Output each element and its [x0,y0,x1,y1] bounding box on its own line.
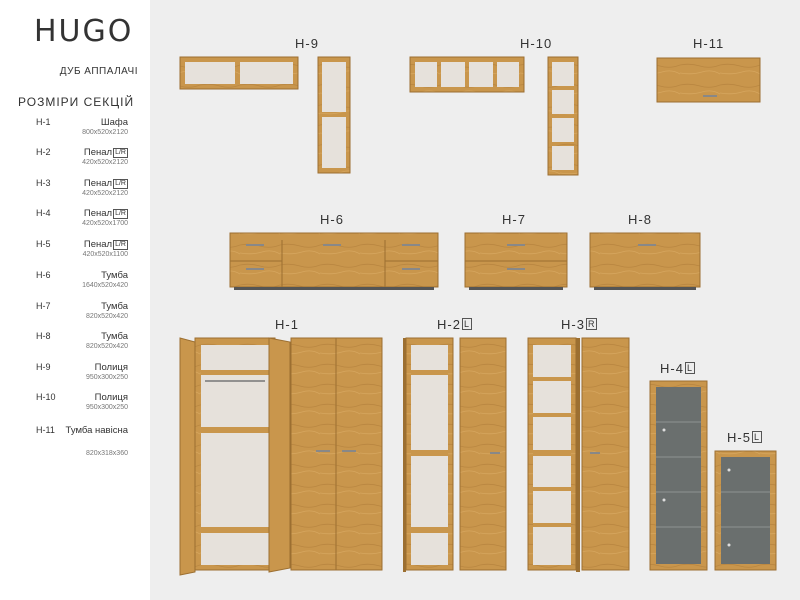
spec-name: Полиця [94,392,128,403]
spec-dimensions: 420x520x1700 [82,220,128,227]
label-h7: H-7 [502,212,526,227]
module-h3-closed [582,338,629,570]
label-h8: H-8 [628,212,652,227]
section-title: РОЗМІРИ СЕКЦІЙ [18,95,135,109]
side-badge: L/R [115,241,126,248]
spec-name: Пенал L/R [83,178,126,189]
spec-code: H-4 [36,208,51,218]
module-h3-open [528,338,580,572]
spec-dimensions: 950x300x250 [85,404,128,411]
spec-dimensions: 1640x520x420 [82,282,128,289]
label-h4: H-4 L [660,361,693,376]
spec-dimensions: 950x300x250 [85,374,128,381]
module-h5 [715,451,776,570]
spec-dimensions: 820x520x420 [85,313,128,320]
label-h2: H-2 L [437,317,470,332]
spec-dimensions: 800x520x2120 [82,129,128,136]
label-h3: H-3 R [561,317,596,332]
module-h1-open [180,338,290,575]
module-h6 [230,233,438,290]
spec-dimensions: 420x520x2120 [82,190,128,197]
spec-name: Пенал L/R [83,147,126,158]
furniture-drawing [150,0,800,600]
spec-code: H-10 [36,392,56,402]
spec-code: H-8 [36,331,51,341]
spec-dimensions: 820x520x420 [85,343,128,350]
label-h1: H-1 [275,317,299,332]
label-h6: H-6 [320,212,344,227]
module-h10 [410,57,578,175]
label-h5: H-5 L [727,430,760,445]
side-badge: L/R [115,210,126,217]
module-h2-closed [460,338,506,570]
furniture-stage [150,0,800,600]
spec-code: H-9 [36,362,51,372]
spec-dimensions: 420x520x1100 [82,251,128,258]
side-badge: L/R [115,180,126,187]
spec-name: Тумба навісна [65,425,128,436]
brand-title: HUGO [34,14,134,49]
module-h8 [590,233,700,290]
spec-code: H-1 [36,117,51,127]
module-h2-open [403,338,453,572]
spec-code: H-11 [36,425,55,435]
spec-name: Шафа [100,117,128,128]
label-h9: H-9 [295,36,319,51]
module-h7 [465,233,567,290]
spec-name: Тумба [101,331,128,342]
finish-subtitle: ДУБ АППАЛАЧІ [59,66,138,77]
spec-code: H-6 [36,270,51,280]
side-badge: L/R [115,149,126,156]
spec-name: Пенал L/R [83,239,126,250]
spec-name: Полиця [94,362,128,373]
spec-name: Тумба [101,301,128,312]
module-h4 [650,381,707,570]
module-h9 [180,57,350,173]
spec-code: H-2 [36,147,51,157]
spec-code: H-7 [36,301,51,311]
spec-code: H-3 [36,178,51,188]
label-h11: H-11 [693,36,725,51]
spec-name: Пенал L/R [83,208,126,219]
module-h11 [657,58,760,102]
spec-dimensions: 420x520x2120 [82,159,128,166]
label-h10: H-10 [520,36,553,51]
module-h1-closed [291,338,382,570]
spec-code: H-5 [36,239,51,249]
spec-dimensions: 820x318x360 [85,450,128,457]
spec-sidebar [0,0,150,600]
spec-name: Тумба [101,270,128,281]
